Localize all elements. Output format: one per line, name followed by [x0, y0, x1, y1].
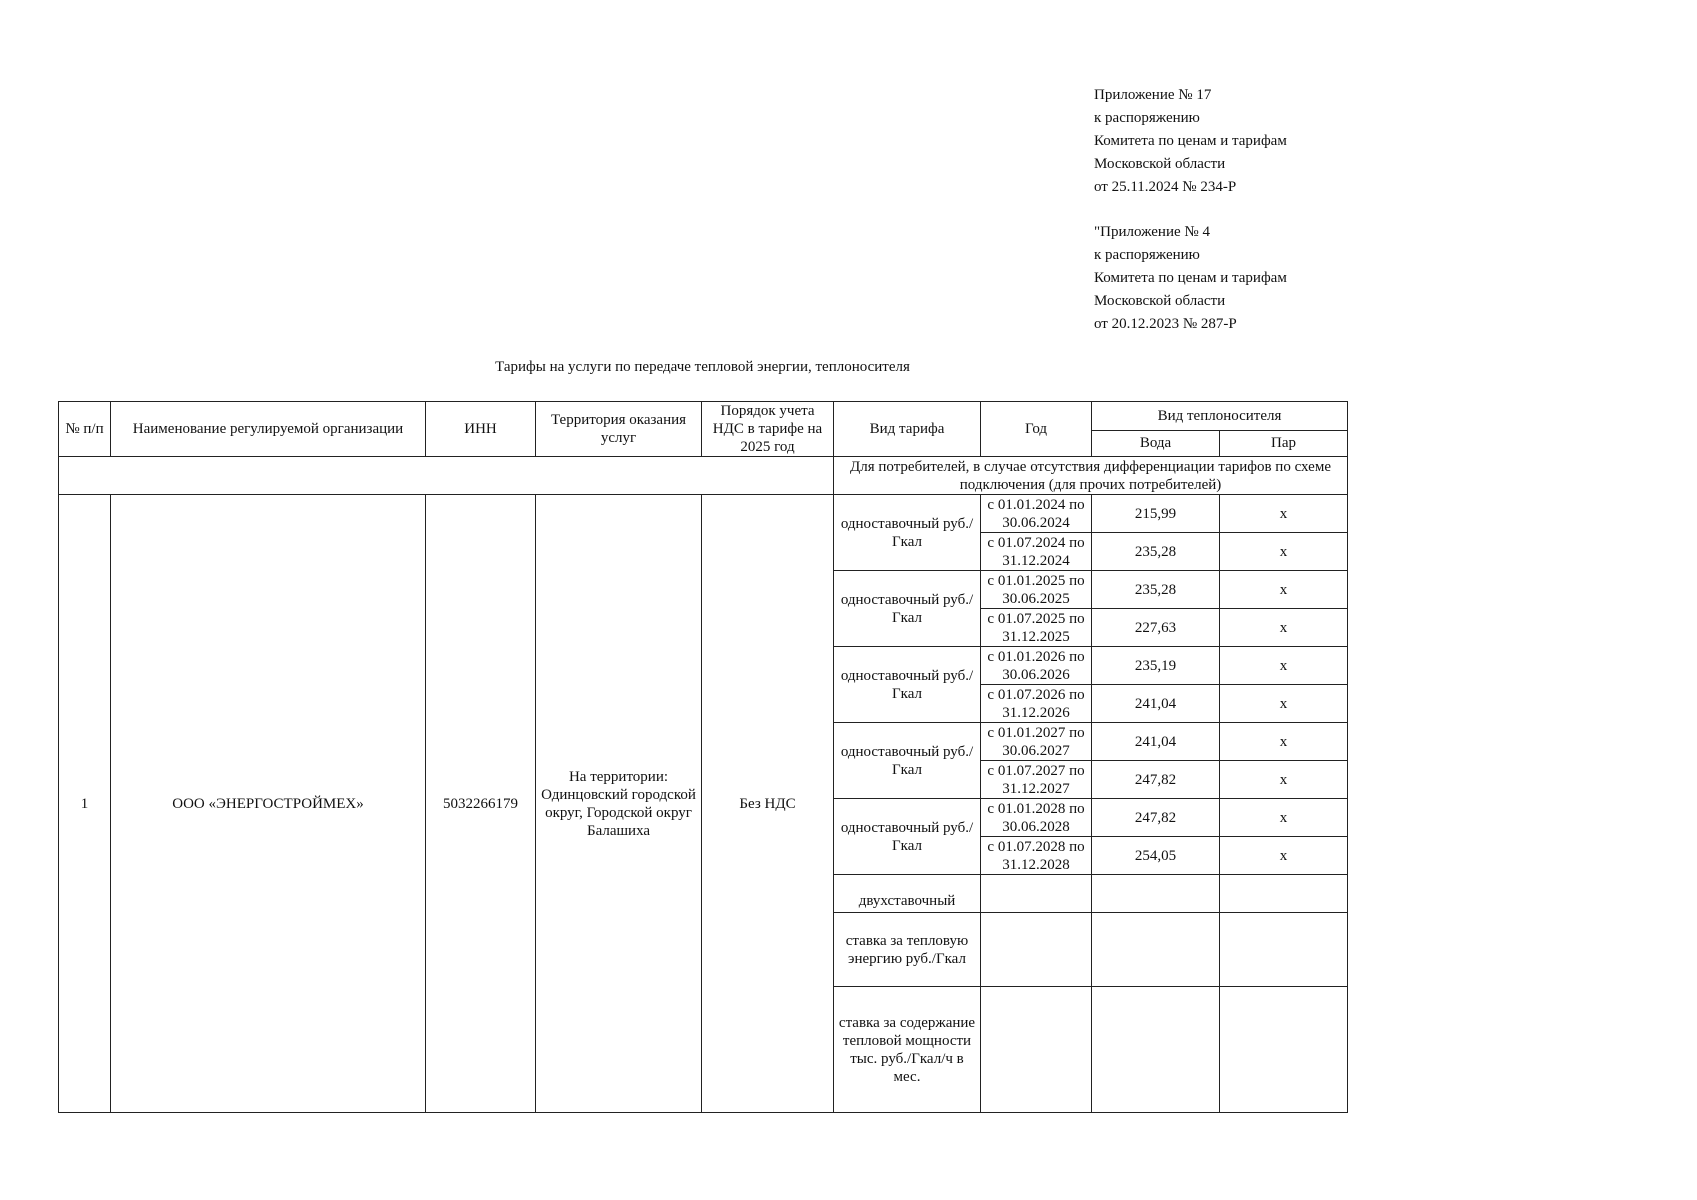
water-value: 215,99 — [1092, 495, 1220, 533]
tariff-table — [58, 401, 1348, 1113]
org-vat: Без НДС — [702, 495, 834, 1113]
appendix-line: к распоряжению — [1094, 110, 1200, 126]
org-inn: 5032266179 — [426, 495, 536, 1113]
appendix-line: Московской области — [1094, 293, 1226, 309]
steam-value: х — [1220, 685, 1348, 723]
period-cell: с 01.01.2025 по 30.06.2025 — [981, 571, 1092, 609]
steam-value: х — [1220, 533, 1348, 571]
capacity-rate-cell: ставка за содержание тепловой мощности тыс. руб./Гкал/ч в мес. — [834, 987, 981, 1113]
steam-value: х — [1220, 837, 1348, 875]
period-cell: с 01.01.2027 по 30.06.2027 — [981, 723, 1092, 761]
org-name: ООО «ЭНЕРГОСТРОЙМЕХ» — [111, 495, 426, 1113]
period-cell: с 01.01.2028 по 30.06.2028 — [981, 799, 1092, 837]
water-value: 247,82 — [1092, 761, 1220, 799]
water-value: 235,28 — [1092, 571, 1220, 609]
appendix-header-reference — [1094, 221, 1287, 336]
subheader-blank — [59, 457, 834, 495]
steam-value: х — [1220, 799, 1348, 837]
water-value: 247,82 — [1092, 799, 1220, 837]
steam-value: х — [1220, 495, 1348, 533]
appendix-line: "Приложение № 4 — [1094, 224, 1210, 240]
steam-value: х — [1220, 723, 1348, 761]
period-cell: с 01.01.2024 по 30.06.2024 — [981, 495, 1092, 533]
appendix-line: Приложение № 17 — [1094, 87, 1212, 103]
energy-rate-cell: ставка за тепловую энергию руб./Гкал — [834, 913, 981, 987]
steam-value: х — [1220, 609, 1348, 647]
empty-cell — [981, 913, 1092, 987]
appendix-line: от 20.12.2023 № 287-Р — [1094, 316, 1237, 332]
header-heat-carrier: Вид теплоносителя — [1092, 402, 1348, 431]
subheader-consumers: Для потребителей, в случае отсутствия дифференциации тарифов по схеме подключения (для прочих потребителей) — [834, 457, 1348, 495]
empty-cell — [1092, 987, 1220, 1113]
period-cell: с 01.07.2025 по 31.12.2025 — [981, 609, 1092, 647]
empty-cell — [1092, 913, 1220, 987]
org-territory: На территории: Одинцовский городской округ, Городской округ Балашиха — [536, 495, 702, 1113]
document-title: Тарифы на услуги по передаче тепловой энергии, теплоносителя — [495, 359, 910, 375]
header-tariff-type: Вид тарифа — [834, 402, 981, 457]
water-value: 235,19 — [1092, 647, 1220, 685]
tariff-type-cell: одноставочный руб./Гкал — [834, 723, 981, 799]
appendix-line: Московской области — [1094, 156, 1226, 172]
period-cell: с 01.07.2027 по 31.12.2027 — [981, 761, 1092, 799]
empty-cell — [981, 875, 1092, 913]
empty-cell — [1220, 875, 1348, 913]
header-inn: ИНН — [426, 402, 536, 457]
appendix-line: Комитета по ценам и тарифам — [1094, 270, 1287, 286]
appendix-header-current — [1094, 84, 1287, 199]
appendix-line: Комитета по ценам и тарифам — [1094, 133, 1287, 149]
header-year: Год — [981, 402, 1092, 457]
empty-cell — [1092, 875, 1220, 913]
period-cell: с 01.07.2028 по 31.12.2028 — [981, 837, 1092, 875]
header-steam: Пар — [1220, 430, 1348, 456]
org-num: 1 — [59, 495, 111, 1113]
water-value: 235,28 — [1092, 533, 1220, 571]
period-cell: с 01.07.2026 по 31.12.2026 — [981, 685, 1092, 723]
tariff-type-cell: одноставочный руб./Гкал — [834, 799, 981, 875]
period-cell: с 01.07.2024 по 31.12.2024 — [981, 533, 1092, 571]
appendix-line: к распоряжению — [1094, 247, 1200, 263]
empty-cell — [1220, 913, 1348, 987]
header-water: Вода — [1092, 430, 1220, 456]
steam-value: х — [1220, 571, 1348, 609]
empty-cell — [1220, 987, 1348, 1113]
header-num: № п/п — [59, 402, 111, 457]
header-vat: Порядок учета НДС в тарифе на 2025 год — [702, 402, 834, 457]
appendix-line: от 25.11.2024 № 234-Р — [1094, 179, 1237, 195]
water-value: 241,04 — [1092, 723, 1220, 761]
two-step-tariff-cell: двухставочный — [834, 875, 981, 913]
tariff-type-cell: одноставочный руб./Гкал — [834, 647, 981, 723]
header-organization: Наименование регулируемой организации — [111, 402, 426, 457]
steam-value: х — [1220, 761, 1348, 799]
water-value: 241,04 — [1092, 685, 1220, 723]
water-value: 227,63 — [1092, 609, 1220, 647]
tariff-type-cell: одноставочный руб./Гкал — [834, 495, 981, 571]
water-value: 254,05 — [1092, 837, 1220, 875]
steam-value: х — [1220, 647, 1348, 685]
header-territory: Территория оказания услуг — [536, 402, 702, 457]
period-cell: с 01.01.2026 по 30.06.2026 — [981, 647, 1092, 685]
empty-cell — [981, 987, 1092, 1113]
tariff-type-cell: одноставочный руб./Гкал — [834, 571, 981, 647]
